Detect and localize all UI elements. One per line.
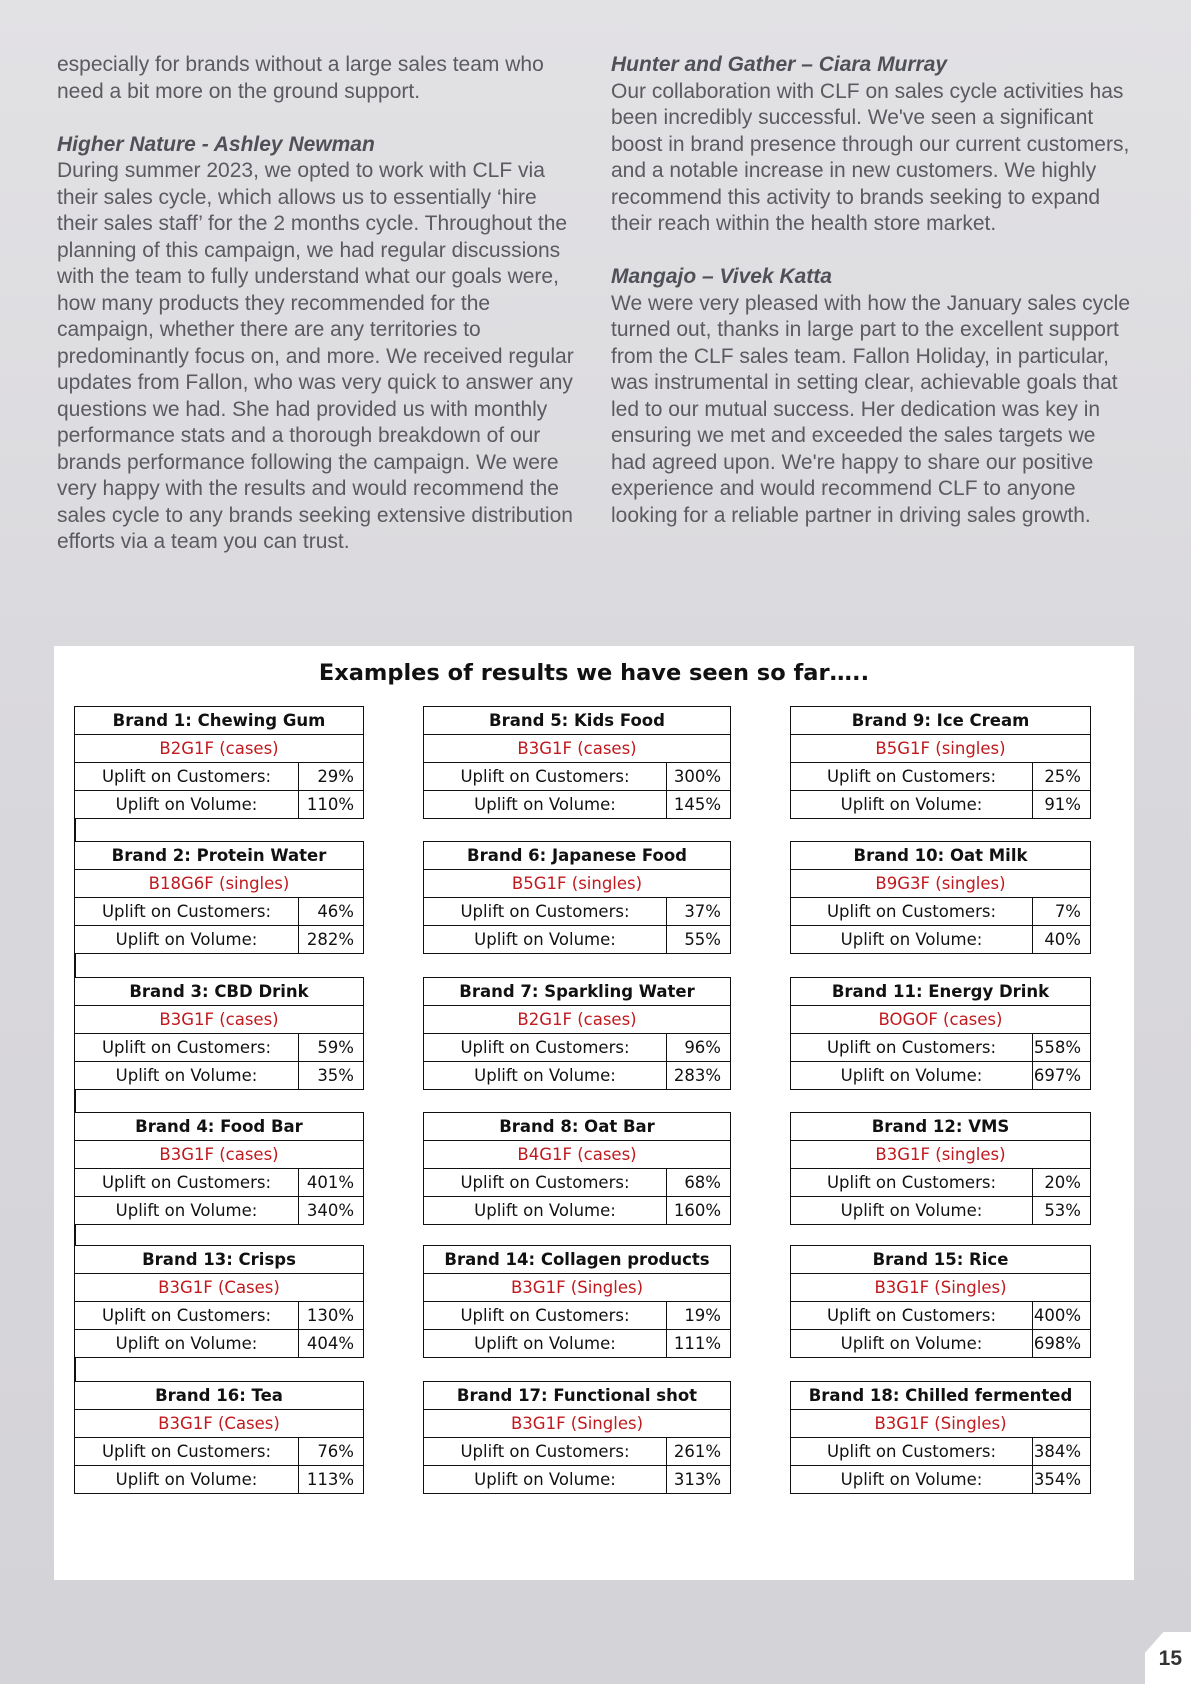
right-column xyxy=(611,52,1131,556)
customers-label: Uplift on Customers: xyxy=(424,1302,667,1330)
brand-result-table xyxy=(74,1112,364,1225)
intro-paragraph: especially for brands without a large sales team who need a bit more on the ground support. xyxy=(57,53,544,103)
table-connector xyxy=(74,953,76,977)
volume-label: Uplift on Volume: xyxy=(791,1466,1033,1494)
testimonial-heading: Mangajo – Vivek Katta xyxy=(611,265,832,288)
brand-result-table xyxy=(790,706,1091,819)
customers-label: Uplift on Customers: xyxy=(75,1438,299,1466)
volume-label: Uplift on Volume: xyxy=(75,1062,299,1090)
brand-name: Brand 7: Sparkling Water xyxy=(424,978,731,1006)
customers-label: Uplift on Customers: xyxy=(75,1169,299,1197)
customers-uplift: 130% xyxy=(299,1302,364,1330)
volume-label: Uplift on Volume: xyxy=(791,926,1033,954)
customers-uplift: 401% xyxy=(299,1169,364,1197)
brand-result-table xyxy=(790,1381,1091,1494)
customers-uplift: 59% xyxy=(299,1034,364,1062)
customers-uplift: 96% xyxy=(667,1034,731,1062)
customers-label: Uplift on Customers: xyxy=(424,1034,667,1062)
brand-result-table xyxy=(423,1381,731,1494)
brand-promo: B3G1F (cases) xyxy=(75,1141,364,1169)
testimonial-body: During summer 2023, we opted to work with CLF via their sales cycle, which allows us to essentially ‘hire their sales staff’ for the 2 months cycle. Throughout the planning of this campaign, we had regular discussions with the team to fully understand what our goals were, how many products they recommended for the campaign, whether there are any territories to predominantly focus on, and more. We received regular updates from Fallon, who was very quick to answer any questions we had. She had provided us with monthly performance stats and a thorough breakdown of our brands performance following the campaign. We were very happy with the results and would recommend the sales cycle to any brands seeking extensive distribution efforts via a team you can trust. xyxy=(57,159,574,553)
customers-label: Uplift on Customers: xyxy=(791,763,1033,791)
brand-promo: B3G1F (Singles) xyxy=(791,1410,1091,1438)
brand-name: Brand 12: VMS xyxy=(791,1113,1091,1141)
volume-uplift: 110% xyxy=(299,791,364,819)
brand-promo: B3G1F (Cases) xyxy=(75,1274,364,1302)
volume-uplift: 145% xyxy=(667,791,731,819)
brand-result-table xyxy=(790,977,1091,1090)
volume-uplift: 698% xyxy=(1033,1330,1091,1358)
brand-promo: B2G1F (cases) xyxy=(75,735,364,763)
brand-result-table xyxy=(74,706,364,819)
customers-uplift: 400% xyxy=(1033,1302,1091,1330)
customers-label: Uplift on Customers: xyxy=(75,1034,299,1062)
customers-uplift: 384% xyxy=(1033,1438,1091,1466)
table-connector xyxy=(74,1224,76,1245)
brand-promo: B3G1F (singles) xyxy=(791,1141,1091,1169)
brand-name: Brand 5: Kids Food xyxy=(424,707,731,735)
brand-promo: B18G6F (singles) xyxy=(75,870,364,898)
brand-result-table xyxy=(74,1245,364,1358)
brand-promo: B3G1F (cases) xyxy=(75,1006,364,1034)
volume-label: Uplift on Volume: xyxy=(791,1062,1033,1090)
table-connector xyxy=(74,818,76,841)
volume-uplift: 113% xyxy=(299,1466,364,1494)
results-panel xyxy=(54,646,1134,1580)
brand-result-table xyxy=(423,1245,731,1358)
volume-label: Uplift on Volume: xyxy=(424,1330,667,1358)
volume-uplift: 404% xyxy=(299,1330,364,1358)
table-connector xyxy=(74,1357,76,1381)
testimonial-body: We were very pleased with how the January sales cycle turned out, thanks in large part to the excellent support from the CLF sales team. Fallon Holiday, in particular, was instrumental in setting clear, achievable goals that led to our mutual success. Her dedication was key in ensuring we met and exceeded the sales targets we had agreed upon. We're happy to share our positive experience and would recommend CLF to anyone looking for a reliable partner in driving sales growth. xyxy=(611,291,1131,527)
brand-result-table xyxy=(790,841,1091,954)
volume-uplift: 282% xyxy=(299,926,364,954)
customers-uplift: 46% xyxy=(299,898,364,926)
volume-label: Uplift on Volume: xyxy=(791,791,1033,819)
brand-result-table xyxy=(423,977,731,1090)
volume-label: Uplift on Volume: xyxy=(424,1466,667,1494)
volume-label: Uplift on Volume: xyxy=(424,1197,667,1225)
brand-result-table xyxy=(423,706,731,819)
testimonial-body: Our collaboration with CLF on sales cycle activities has been incredibly successful. We've seen a significant boost in brand presence through our current customers, and a notable increase in new customers. We highly recommend this activity to brands seeking to expand their reach within the health store market. xyxy=(611,79,1130,235)
brand-promo: BOGOF (cases) xyxy=(791,1006,1091,1034)
brand-name: Brand 9: Ice Cream xyxy=(791,707,1091,735)
left-column xyxy=(57,52,577,556)
volume-uplift: 283% xyxy=(667,1062,731,1090)
table-connector xyxy=(74,1089,76,1112)
volume-label: Uplift on Volume: xyxy=(424,926,667,954)
brand-name: Brand 17: Functional shot xyxy=(424,1382,731,1410)
customers-uplift: 37% xyxy=(667,898,731,926)
volume-label: Uplift on Volume: xyxy=(75,1330,299,1358)
brand-name: Brand 6: Japanese Food xyxy=(424,842,731,870)
volume-uplift: 111% xyxy=(667,1330,731,1358)
volume-uplift: 313% xyxy=(667,1466,731,1494)
brand-name: Brand 10: Oat Milk xyxy=(791,842,1091,870)
results-title: Examples of results we have seen so far….. xyxy=(318,660,870,686)
brand-name: Brand 18: Chilled fermented xyxy=(791,1382,1091,1410)
brand-result-table xyxy=(74,977,364,1090)
brand-promo: B2G1F (cases) xyxy=(424,1006,731,1034)
brand-result-table xyxy=(74,1381,364,1494)
volume-label: Uplift on Volume: xyxy=(75,791,299,819)
volume-label: Uplift on Volume: xyxy=(791,1330,1033,1358)
brand-result-table xyxy=(423,1112,731,1225)
customers-label: Uplift on Customers: xyxy=(791,1034,1033,1062)
customers-label: Uplift on Customers: xyxy=(424,1438,667,1466)
volume-label: Uplift on Volume: xyxy=(424,791,667,819)
volume-label: Uplift on Volume: xyxy=(424,1062,667,1090)
customers-uplift: 68% xyxy=(667,1169,731,1197)
brand-promo: B5G1F (singles) xyxy=(424,870,731,898)
brand-promo: B3G1F (Singles) xyxy=(424,1410,731,1438)
volume-uplift: 40% xyxy=(1033,926,1091,954)
customers-uplift: 76% xyxy=(299,1438,364,1466)
testimonial-heading: Higher Nature - Ashley Newman xyxy=(57,132,375,156)
customers-label: Uplift on Customers: xyxy=(424,898,667,926)
customers-label: Uplift on Customers: xyxy=(75,898,299,926)
page-number: 15 xyxy=(1158,1647,1182,1670)
brand-promo: B3G1F (Cases) xyxy=(75,1410,364,1438)
customers-label: Uplift on Customers: xyxy=(791,1169,1033,1197)
customers-uplift: 261% xyxy=(667,1438,731,1466)
customers-uplift: 20% xyxy=(1033,1169,1091,1197)
customers-uplift: 558% xyxy=(1033,1034,1091,1062)
brand-promo: B3G1F (Singles) xyxy=(424,1274,731,1302)
brand-name: Brand 2: Protein Water xyxy=(75,842,364,870)
brand-promo: B9G3F (singles) xyxy=(791,870,1091,898)
volume-uplift: 55% xyxy=(667,926,731,954)
brand-promo: B3G1F (cases) xyxy=(424,735,731,763)
brand-name: Brand 8: Oat Bar xyxy=(424,1113,731,1141)
volume-label: Uplift on Volume: xyxy=(75,1197,299,1225)
testimonial-heading: Hunter and Gather – Ciara Murray xyxy=(611,53,948,76)
volume-label: Uplift on Volume: xyxy=(791,1197,1033,1225)
customers-label: Uplift on Customers: xyxy=(424,1169,667,1197)
customers-uplift: 29% xyxy=(299,763,364,791)
customers-uplift: 300% xyxy=(667,763,731,791)
brand-result-table xyxy=(74,841,364,954)
volume-uplift: 354% xyxy=(1033,1466,1091,1494)
brand-promo: B5G1F (singles) xyxy=(791,735,1091,763)
brand-promo: B4G1F (cases) xyxy=(424,1141,731,1169)
brand-name: Brand 14: Collagen products xyxy=(424,1246,731,1274)
volume-uplift: 91% xyxy=(1033,791,1091,819)
customers-label: Uplift on Customers: xyxy=(75,763,299,791)
brand-promo: B3G1F (Singles) xyxy=(791,1274,1091,1302)
brand-result-table xyxy=(790,1112,1091,1225)
volume-label: Uplift on Volume: xyxy=(75,1466,299,1494)
volume-uplift: 35% xyxy=(299,1062,364,1090)
customers-label: Uplift on Customers: xyxy=(75,1302,299,1330)
customers-label: Uplift on Customers: xyxy=(791,898,1033,926)
brand-result-table xyxy=(790,1245,1091,1358)
brand-name: Brand 1: Chewing Gum xyxy=(75,707,364,735)
brand-name: Brand 16: Tea xyxy=(75,1382,364,1410)
brand-result-table xyxy=(423,841,731,954)
customers-uplift: 25% xyxy=(1033,763,1091,791)
customers-label: Uplift on Customers: xyxy=(791,1438,1033,1466)
brand-name: Brand 11: Energy Drink xyxy=(791,978,1091,1006)
customers-label: Uplift on Customers: xyxy=(791,1302,1033,1330)
brand-name: Brand 3: CBD Drink xyxy=(75,978,364,1006)
customers-uplift: 19% xyxy=(667,1302,731,1330)
volume-uplift: 160% xyxy=(667,1197,731,1225)
customers-uplift: 7% xyxy=(1033,898,1091,926)
brand-name: Brand 13: Crisps xyxy=(75,1246,364,1274)
brand-name: Brand 15: Rice xyxy=(791,1246,1091,1274)
volume-uplift: 53% xyxy=(1033,1197,1091,1225)
volume-uplift: 340% xyxy=(299,1197,364,1225)
volume-label: Uplift on Volume: xyxy=(75,926,299,954)
customers-label: Uplift on Customers: xyxy=(424,763,667,791)
brand-name: Brand 4: Food Bar xyxy=(75,1113,364,1141)
testimonials xyxy=(57,52,1131,556)
volume-uplift: 697% xyxy=(1033,1062,1091,1090)
